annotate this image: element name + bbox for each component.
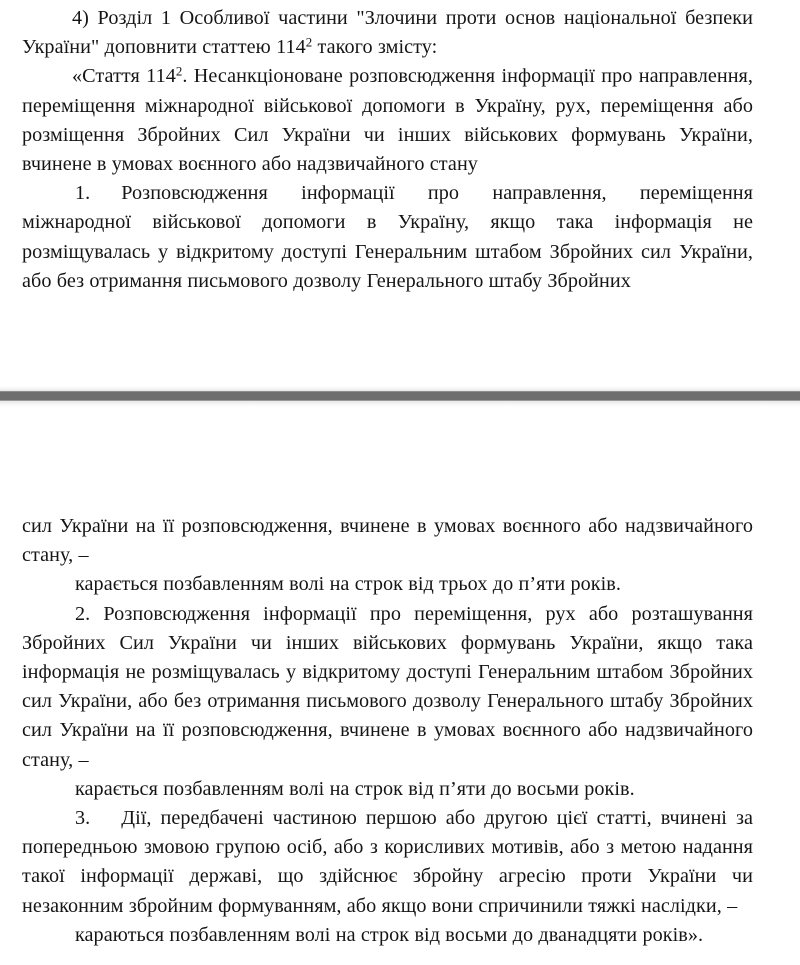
paragraph-part-3-punishment: караються позбавленням волі на строк від восьми до дванадцяти років». <box>75 923 704 946</box>
paragraph-part-2 <box>22 600 753 775</box>
article-superscript-2: 2 <box>175 63 183 79</box>
top-text-column <box>22 4 753 296</box>
paragraph-part-3 <box>22 804 753 921</box>
page-separator-band <box>0 391 800 401</box>
paragraph-amendment-intro <box>22 4 753 62</box>
bottom-text-column <box>22 512 753 950</box>
divider-shadow-bottom <box>0 401 800 407</box>
part-2-text: Розповсюдження інформації про переміщення, рух або розташування Збройних Сил України чи інших військових формувань України, якщо така інформація не розміщувалась у відкритому доступі Генеральним штабом Збройних сил України, або без отримання письмового дозволу Генерального штабу Збройних сил України на її розповсюдження, вчинене в умовах воєнного або надзвичайного стану, – <box>22 602 753 771</box>
paragraph-part-1-opening <box>22 179 753 296</box>
amendment-intro-suffix: такого змісту: <box>312 36 438 59</box>
article-superscript-1: 2 <box>305 34 313 50</box>
paragraph-part-2-punishment: карається позбавленням волі на строк від п’яти до восьми років. <box>75 777 635 800</box>
paragraph-part-1-continuation: сил України на її розповсюдження, вчинене в умовах воєнного або надзвичайного стану, – <box>22 515 753 567</box>
article-heading-suffix: . Несанкціоноване розповсюдження інформації про направлення, переміщення міжнародної військової допомоги в Україну, рух, переміщення або розміщення Збройних Сил України чи інших військових формувань України, вчинене в умовах воєнного або надзвичайного стану <box>22 65 753 176</box>
article-heading-prefix: «Стаття 114 <box>72 65 176 88</box>
part-2-number: 2. <box>75 602 91 625</box>
amendment-intro-prefix: 4) Розділ 1 Особливої частини "Злочини проти основ національної безпеки України" доповнити статтею 114 <box>22 7 753 59</box>
part-1-number: 1. <box>75 182 91 205</box>
part-3-number: 3. <box>75 807 91 830</box>
paragraph-article-heading <box>22 62 753 179</box>
paragraph-part-1-punishment: карається позбавленням волі на строк від трьох до п’яти років. <box>75 573 621 596</box>
part-1-opening-text: Розповсюдження інформації про направлення, переміщення міжнародної військової допомоги в Україну, якщо така інформація не розміщувалась у відкритому доступі Генеральним штабом Збройних сил України, або без отримання письмового дозволу Генерального штабу Збройних <box>22 182 753 292</box>
part-3-text: Дії, передбачені частиною першою або другою цієї статті, вчинені за попередньою змовою групою осіб, або з корисливих мотивів, або з метою надання такої інформації державі, що здійснює збройну агресію проти України чи незаконним збройним формуванням, або якщо вони спричинили тяжкі наслідки, – <box>22 807 753 917</box>
